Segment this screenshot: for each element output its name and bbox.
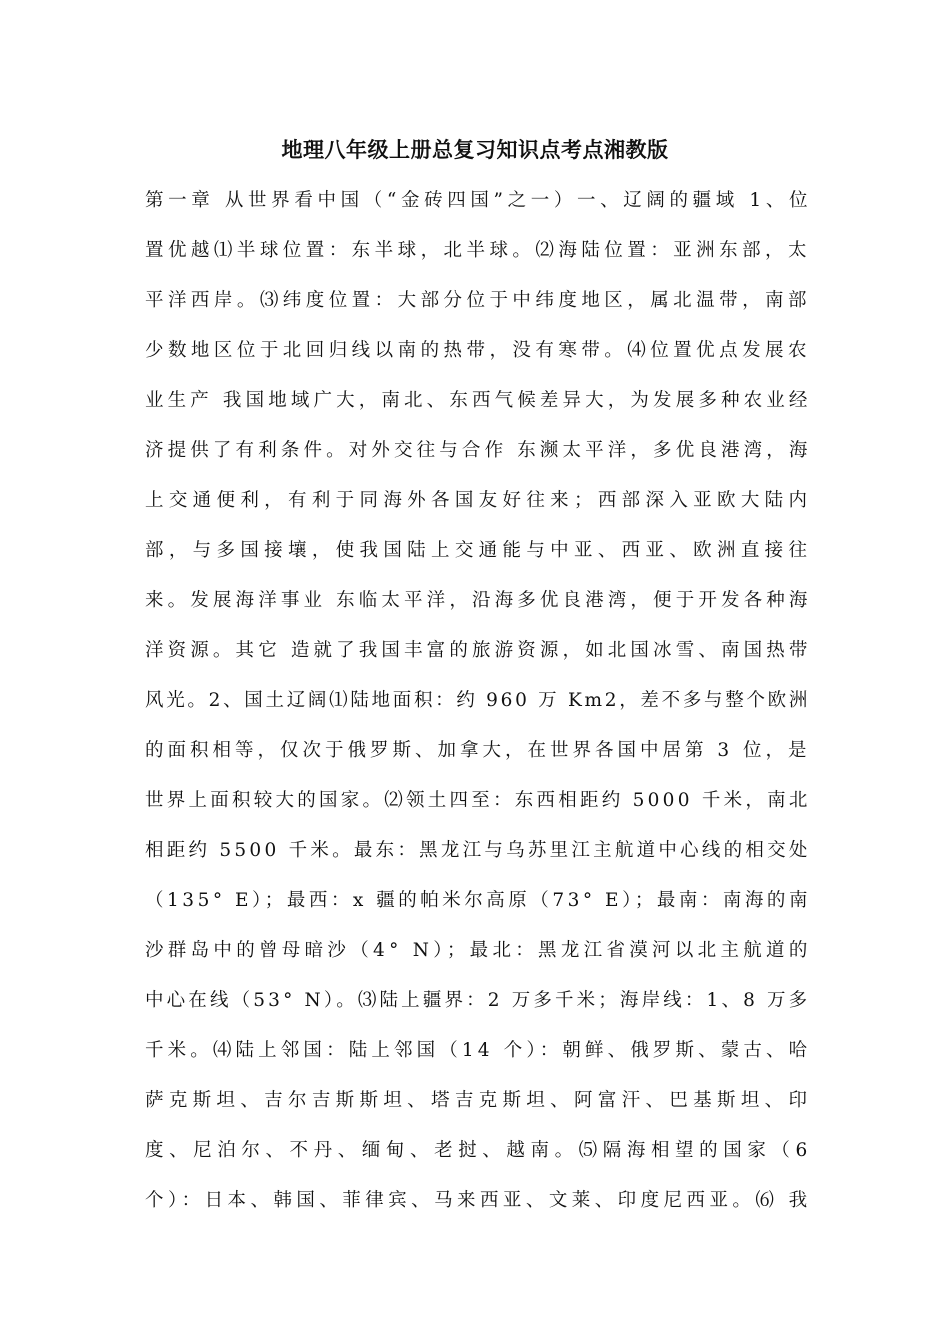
body-line: 洋资源。其它 造就了我国丰富的旅游资源，如北国冰雪、南国热带 xyxy=(145,640,812,661)
body-line: 置优越⑴半球位置：东半球，北半球。⑵海陆位置：亚洲东部，太 xyxy=(145,240,811,261)
body-line: 少数地区位于北回归线以南的热带，没有寒带。⑷位置优点发展农 xyxy=(145,340,811,361)
body-line: 的面积相等，仅次于俄罗斯、加拿大，在世界各国中居第 3 位，是 xyxy=(145,740,811,761)
body-line: 度、尼泊尔、不丹、缅甸、老挝、越南。⑸隔海相望的国家（6 xyxy=(145,1140,813,1161)
body-line: 风光。2、国土辽阔⑴陆地面积：约 960 万 Km2，差不多与整个欧洲 xyxy=(145,690,811,711)
body-line: 世界上面积较大的国家。⑵领土四至：东西相距约 5000 千米，南北 xyxy=(145,790,811,811)
document-body xyxy=(145,183,813,1233)
body-line: 济提供了有利条件。对外交往与合作 东濒太平洋，多优良港湾，海 xyxy=(145,440,812,461)
body-line: 业生产 我国地域广大，南北、东西气候差异大，为发展多种农业经 xyxy=(145,390,812,411)
body-line: 千米。⑷陆上邻国：陆上邻国（14 个）：朝鲜、俄罗斯、蒙古、哈 xyxy=(145,1040,812,1061)
body-line: 个）：日本、韩国、菲律宾、马来西亚、文莱、印度尼西亚。⑹ 我 xyxy=(145,1190,812,1211)
body-line: 相距约 5500 千米。最东：黑龙江与乌苏里江主航道中心线的相交处 xyxy=(145,840,811,861)
body-line: （135° E）；最西：x 疆的帕米尔高原（73° E）；最南：南海的南 xyxy=(145,890,811,911)
body-line: 上交通便利，有利于同海外各国友好往来；西部深入亚欧大陆内 xyxy=(145,490,813,511)
body-line: 第一章 从世界看中国（“金砖四国”之一）一、辽阔的疆域 1、位 xyxy=(145,190,813,211)
body-line: 来。发展海洋事业 东临太平洋，沿海多优良港湾，便于开发各种海 xyxy=(145,590,812,611)
body-line: 部，与多国接壤，使我国陆上交通能与中亚、西亚、欧洲直接往 xyxy=(145,540,813,561)
body-line: 中心在线（53° N）。⑶陆上疆界：2 万多千米；海岸线：1、8 万多 xyxy=(145,990,811,1011)
body-line: 萨克斯坦、吉尔吉斯斯坦、塔吉克斯坦、阿富汗、巴基斯坦、印 xyxy=(145,1090,813,1111)
body-line: 平洋西岸。⑶纬度位置：大部分位于中纬度地区，属北温带，南部 xyxy=(145,290,811,311)
body-line: 沙群岛中的曾母暗沙（4° N）；最北：黑龙江省漠河以北主航道的 xyxy=(145,940,812,961)
document-title: 地理八年级上册总复习知识点考点湘教版 xyxy=(281,138,669,162)
